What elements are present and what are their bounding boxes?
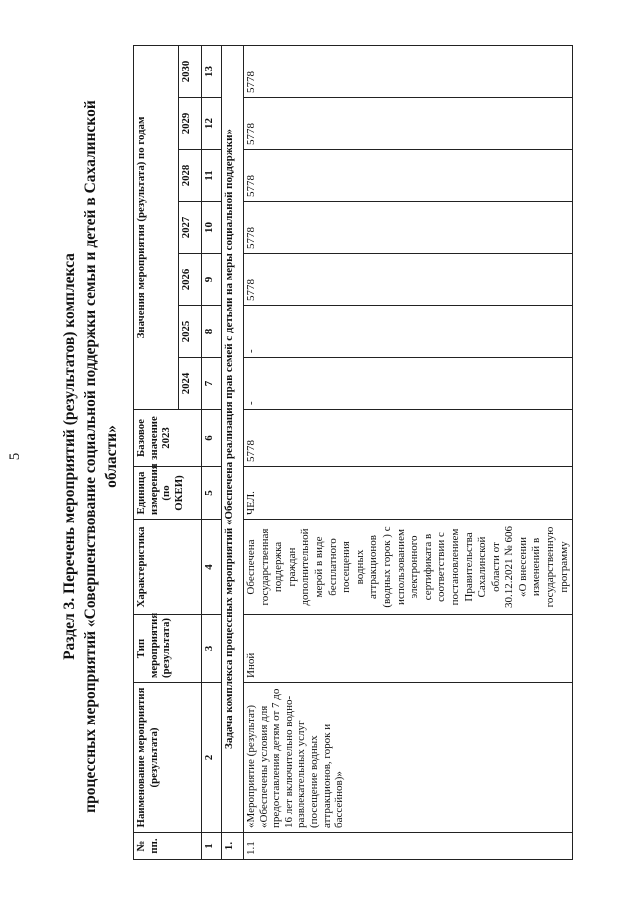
column-number: 5 [202, 467, 222, 520]
col-header-name: Наименование мероприятия (результата) [134, 683, 202, 833]
header-row [134, 45, 179, 859]
column-number: 8 [202, 306, 222, 358]
value-2028: 5778 [244, 150, 573, 202]
col-header-type: Тип мероприятия (результата) [134, 615, 202, 683]
task-row [222, 45, 244, 859]
value-2026: 5778 [244, 254, 573, 306]
year-header: 2025 [179, 306, 202, 358]
column-number: 4 [202, 520, 222, 615]
column-number: 13 [202, 45, 222, 97]
year-header: 2026 [179, 254, 202, 306]
measure-unit: ЧЕЛ. [244, 467, 573, 520]
column-number: 12 [202, 98, 222, 150]
col-header-base-value: Базовое значение 2023 [134, 410, 202, 467]
measure-type: Иной [244, 615, 573, 683]
measure-characteristic: Обеспечена государственная поддержка граждан дополнительной мерой в виде бесплатного посещения водных аттракционов (водных горок ) с использованием электронного сертификата в соответствии с постановлением Правительства Сахалинской области от 30.12.2021 № 606 «О внесении изменений в государственную программу [244, 520, 573, 615]
column-number: 6 [202, 410, 222, 467]
task-number: 1. [222, 833, 244, 860]
column-number: 2 [202, 683, 222, 833]
col-header-no: № пп. [134, 833, 202, 860]
section-title-line-1: Раздел 3. Перечень мероприятий (результатов) комплекса [61, 253, 78, 660]
year-header: 2027 [179, 202, 202, 254]
page-number: 5 [7, 452, 23, 461]
value-2025: - [244, 306, 573, 358]
value-2027: 5778 [244, 202, 573, 254]
task-description: Задача комплекса процессных мероприятий «Обеспечена реализация прав семей с детьми на меры социальной поддержки» [222, 45, 244, 832]
measure-name: «Мероприятие (результат) «Обеспечены условия для предоставления детям от 7 до 16 лет включительно водно-развлекательных услуг (посещение водных аттракционов, горок и бассейнов)» [244, 683, 573, 833]
column-number: 10 [202, 202, 222, 254]
section-title-line-3: области» [103, 425, 120, 488]
value-2030: 5778 [244, 45, 573, 97]
year-header: 2028 [179, 150, 202, 202]
column-number: 11 [202, 150, 222, 202]
column-number-row [202, 45, 222, 859]
col-header-values-by-year: Значения мероприятия (результата) по годам [134, 45, 179, 409]
column-number: 9 [202, 254, 222, 306]
table-row [244, 45, 573, 859]
column-number: 1 [202, 833, 222, 860]
section-title-line-2: процессных мероприятий «Совершенствование социальной поддержки семьи и детей в Сахалинской [82, 100, 99, 813]
value-2029: 5778 [244, 98, 573, 150]
col-header-characteristic: Характеристика [134, 520, 202, 615]
year-header: 2029 [179, 98, 202, 150]
base-value: 5778 [244, 410, 573, 467]
column-number: 7 [202, 358, 222, 410]
col-header-unit: Единица измерения (по ОКЕИ) [134, 467, 202, 520]
value-2024: - [244, 358, 573, 410]
column-number: 3 [202, 615, 222, 683]
measures-table [133, 45, 573, 860]
year-header: 2024 [179, 358, 202, 410]
year-header: 2030 [179, 45, 202, 97]
row-number: 1.1 [244, 833, 573, 860]
